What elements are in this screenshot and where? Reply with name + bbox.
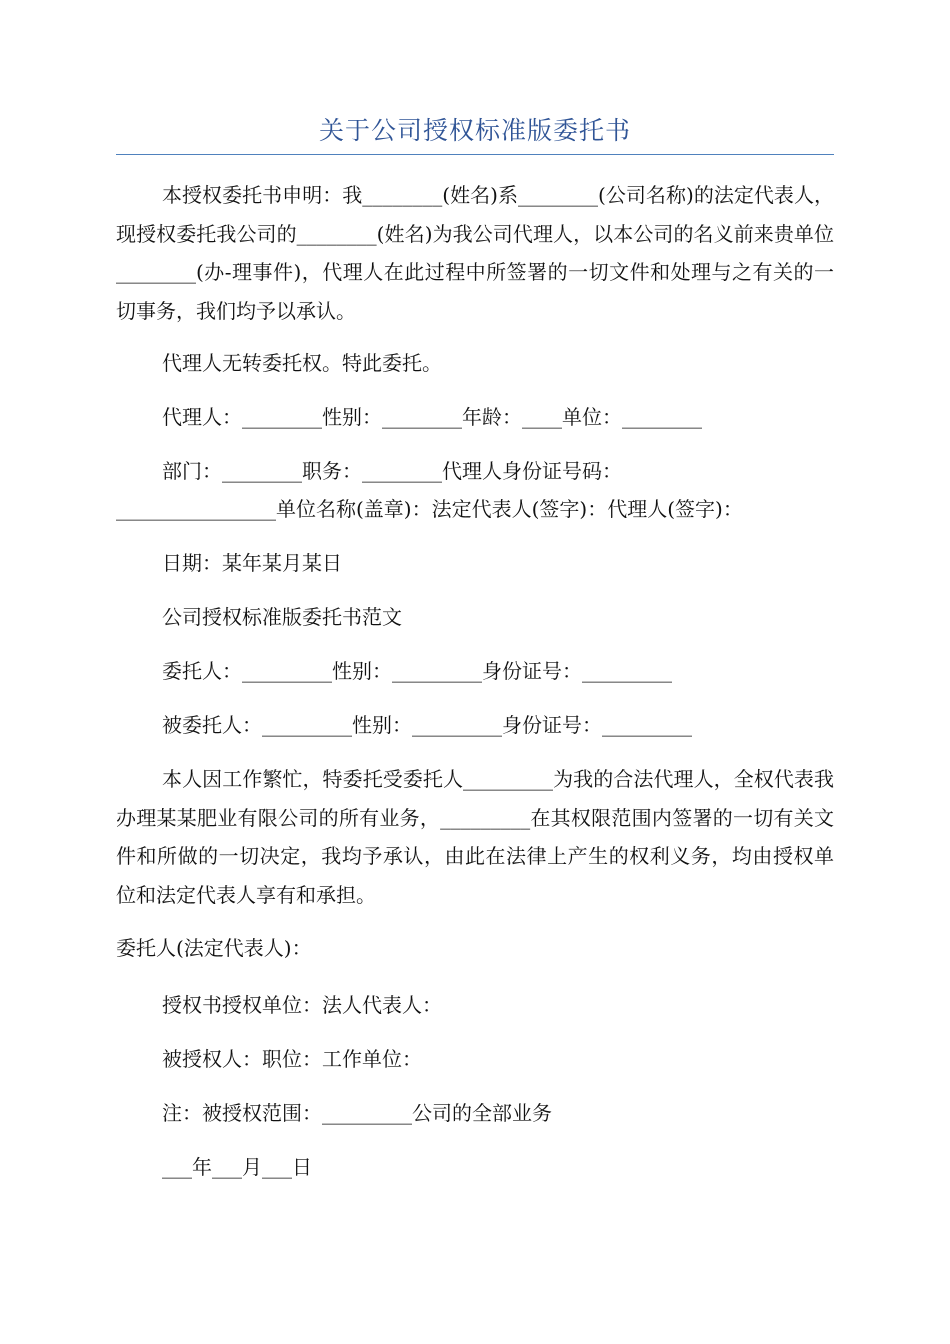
date-line: 日期：某年某月某日 bbox=[162, 551, 342, 575]
blank-date-line: ___年___月___日 bbox=[162, 1155, 312, 1179]
document-title: 关于公司授权标准版委托书 bbox=[318, 116, 631, 145]
title-underline bbox=[116, 154, 834, 155]
signature-line: ________________单位名称(盖章)：法定代表人(签字)：代理人(签字)： bbox=[116, 497, 743, 521]
authorization-paragraph: 本人因工作繁忙，特委托受委托人_________为我的合法代理人，全权代表我办理某某肥业有限公司的所有业务，_________在其权限范围内签署的一切有关文件和所做的一切决定，我均予承认，由此在法律上产生的权利义务，均由授权单位和法定代表人享有和承担。 bbox=[116, 767, 834, 907]
authorizing-unit-line: 授权书授权单位：法人代表人： bbox=[162, 993, 442, 1017]
sample-heading: 公司授权标准版委托书范文 bbox=[162, 605, 402, 629]
principal-line: 委托人：_________性别：_________身份证号：_________ bbox=[162, 659, 672, 683]
principal-legal-rep-line: 委托人(法定代表人)： bbox=[116, 936, 312, 960]
declaration-paragraph: 本授权委托书申明：我________(姓名)系________(公司名称)的法定代表人，现授权委托我公司的________(姓名)为我公司代理人，以本公司的名义前来贵单位________(办-理事件)，代理人在此过程中所签署的一切文件和处理与之有关的一切事务，我们均予以承认。 bbox=[116, 183, 834, 323]
agent-line: 被委托人：_________性别：_________身份证号：_________ bbox=[162, 713, 692, 737]
scope-note-line: 注：被授权范围：_________公司的全部业务 bbox=[162, 1101, 552, 1125]
authorized-person-line: 被授权人：职位：工作单位： bbox=[162, 1047, 422, 1071]
department-line: 部门：________职务：________代理人身份证号码： bbox=[162, 459, 622, 483]
no-subdelegation-line: 代理人无转委托权。特此委托。 bbox=[162, 351, 442, 375]
agent-info-line: 代理人：________性别：________年龄：____单位：________ bbox=[162, 405, 702, 429]
